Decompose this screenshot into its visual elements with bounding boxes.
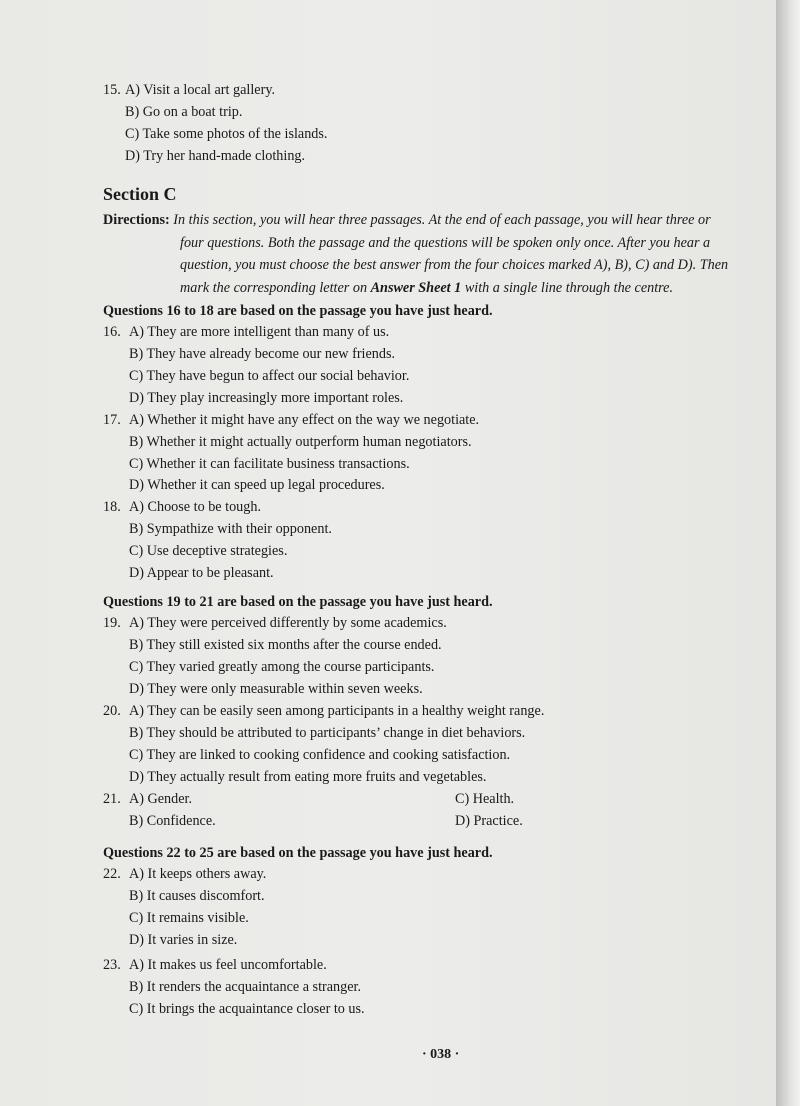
option: D) Whether it can speed up legal procedures. <box>129 477 385 493</box>
answer-sheet-emphasis: Answer Sheet 1 <box>370 279 462 296</box>
directions-text: In this section, you will hear three passages. At the end of each passage, you will hear three or <box>173 212 711 228</box>
question-number: 18. <box>103 499 121 515</box>
option: B) They should be attributed to participants’ change in diet behaviors. <box>129 725 526 741</box>
option: A) They can be easily seen among participants in a healthy weight range. <box>129 703 545 719</box>
option: C) They varied greatly among the course participants. <box>129 659 435 675</box>
page-number: · 038 · <box>422 1047 460 1062</box>
question-number: 21. <box>103 791 121 807</box>
page-edge <box>776 0 800 1106</box>
directions-text: question, you must choose the best answer from the four choices marked A), B), C) and D). Then <box>180 257 729 273</box>
option: C) They are linked to cooking confidence and cooking satisfaction. <box>129 747 511 763</box>
question-group-heading: Questions 22 to 25 are based on the passage you have just heard. <box>103 845 493 861</box>
option: B) Confidence. <box>129 813 216 829</box>
section-title: Section C <box>103 184 177 204</box>
option: B) They still existed six months after the course ended. <box>129 637 442 653</box>
question-number: 22. <box>103 866 121 882</box>
option: D) Try her hand-made clothing. <box>125 148 306 164</box>
option: C) They have begun to affect our social behavior. <box>129 368 410 384</box>
option: C) Whether it can facilitate business transactions. <box>129 456 410 472</box>
option: C) It remains visible. <box>129 910 249 926</box>
option: B) Whether it might actually outperform human negotiators. <box>129 434 472 450</box>
question-number: 17. <box>103 412 121 428</box>
option: C) Take some photos of the islands. <box>125 126 328 142</box>
option: D) Appear to be pleasant. <box>129 565 274 581</box>
option: A) Visit a local art gallery. <box>125 82 276 98</box>
question-number: 16. <box>103 324 121 340</box>
option: B) It causes discomfort. <box>129 888 265 904</box>
directions-text: mark the corresponding letter on Answer Sheet 1 with a single line through the centre. <box>180 279 673 296</box>
option: A) It makes us feel uncomfortable. <box>129 957 327 973</box>
option: A) It keeps others away. <box>129 866 267 882</box>
option: A) Choose to be tough. <box>129 499 262 515</box>
question-number: 20. <box>103 703 121 719</box>
directions-label: Directions: <box>103 212 170 228</box>
option: C) Health. <box>455 791 515 807</box>
option: D) It varies in size. <box>129 932 238 948</box>
directions-text: four questions. Both the passage and the questions will be spoken only once. After you hear a <box>180 234 711 251</box>
option: A) Whether it might have any effect on the way we negotiate. <box>129 412 480 428</box>
question-number: 19. <box>103 615 121 631</box>
option: D) They actually result from eating more fruits and vegetables. <box>129 769 487 785</box>
question-number: 23. <box>103 957 121 973</box>
option: D) They were only measurable within seven weeks. <box>129 681 423 697</box>
option: D) They play increasingly more important roles. <box>129 390 404 406</box>
option: A) They were perceived differently by some academics. <box>129 615 447 631</box>
option: B) Sympathize with their opponent. <box>129 521 332 537</box>
option: A) Gender. <box>129 791 193 807</box>
option: B) Go on a boat trip. <box>125 104 243 120</box>
option: A) They are more intelligent than many of us. <box>129 324 390 340</box>
question-number: 15. <box>103 82 121 98</box>
directions <box>103 209 776 299</box>
option: B) They have already become our new friends. <box>129 346 396 362</box>
question-group-heading: Questions 16 to 18 are based on the passage you have just heard. <box>103 303 493 319</box>
question-group-heading: Questions 19 to 21 are based on the passage you have just heard. <box>103 594 493 610</box>
option: C) It brings the acquaintance closer to us. <box>129 1001 365 1017</box>
option: B) It renders the acquaintance a stranger. <box>129 979 362 995</box>
option: C) Use deceptive strategies. <box>129 543 288 559</box>
option: D) Practice. <box>455 813 523 829</box>
